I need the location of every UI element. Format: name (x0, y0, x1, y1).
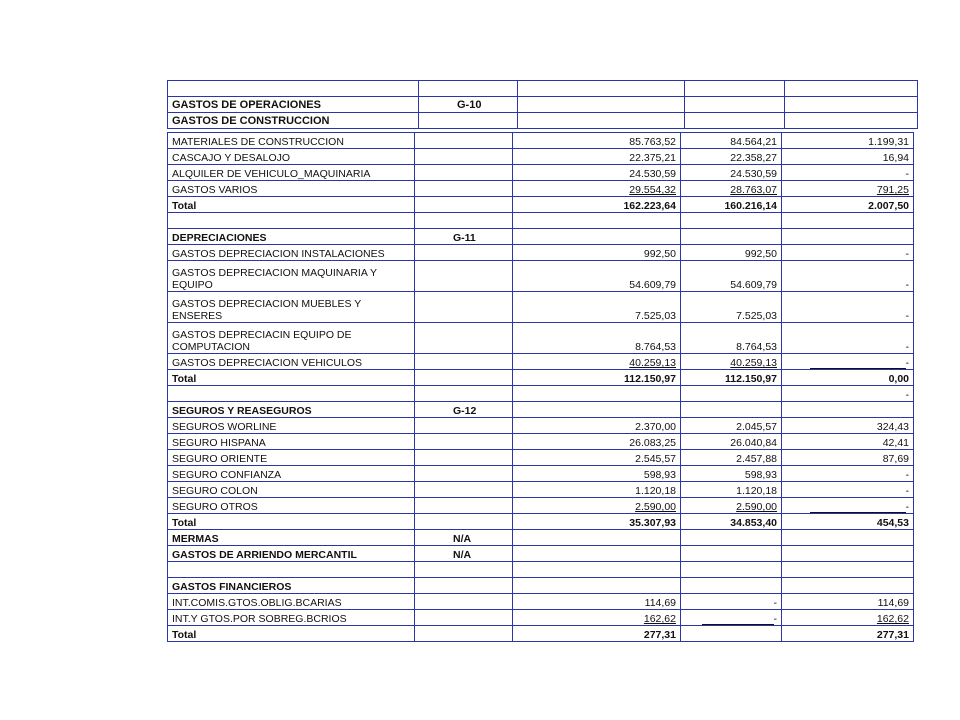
row-code (415, 323, 513, 354)
row-value-b: 992,50 (681, 245, 782, 261)
row-value-a: 114,69 (513, 594, 681, 610)
row-value-a: 2.545,57 (513, 450, 681, 466)
row-value-b (681, 354, 782, 370)
header-construccion-row (168, 113, 918, 129)
table-row (168, 610, 914, 626)
row-value-c (782, 562, 914, 578)
row-value-b: 2.457,88 (681, 450, 782, 466)
header-blank-row (168, 81, 918, 97)
row-value-b: 598,93 (681, 466, 782, 482)
underlined-value: 29.554,32 (629, 184, 676, 196)
total-row (168, 370, 914, 386)
row-value-a (513, 530, 681, 546)
row-value-a: 992,50 (513, 245, 681, 261)
row-code (415, 213, 513, 229)
row-code: G-12 (415, 402, 513, 418)
row-label: GASTOS DE ARRIENDO MERCANTIL (168, 546, 415, 562)
row-label: GASTOS FINANCIEROS (168, 578, 415, 594)
row-label: INT.COMIS.GTOS.OBLIG.BCARIAS (168, 594, 415, 610)
row-value-c: - (782, 261, 914, 292)
row-value-b: 54.609,79 (681, 261, 782, 292)
section-row (168, 530, 914, 546)
row-value-b (681, 498, 782, 514)
expense-table-body (168, 133, 914, 642)
row-value-b: 2.045,57 (681, 418, 782, 434)
row-value-c: - (782, 165, 914, 181)
row-value-c: 2.007,50 (782, 197, 914, 213)
table-row (168, 261, 914, 292)
dash-value: - (905, 501, 909, 513)
header-operaciones-label: GASTOS DE OPERACIONES (168, 97, 419, 113)
row-code: N/A (415, 530, 513, 546)
row-value-b: - (681, 594, 782, 610)
row-value-a (513, 562, 681, 578)
row-code (415, 292, 513, 323)
total-row (168, 197, 914, 213)
row-value-b: 1.120,18 (681, 482, 782, 498)
row-value-c: 454,53 (782, 514, 914, 530)
row-value-c: - (782, 245, 914, 261)
row-value-b (681, 626, 782, 642)
row-value-a: 598,93 (513, 466, 681, 482)
row-value-c (782, 498, 914, 514)
row-value-c: - (782, 323, 914, 354)
row-value-b: 26.040,84 (681, 434, 782, 450)
underlined-value: 40.259,13 (629, 357, 676, 369)
dash-value: - (773, 613, 777, 625)
underlined-value: 791,25 (876, 184, 909, 196)
row-value-a (513, 229, 681, 245)
row-label (168, 562, 415, 578)
row-label (168, 213, 415, 229)
row-value-b: 112.150,97 (681, 370, 782, 386)
row-value-b: 24.530,59 (681, 165, 782, 181)
row-label: SEGURO HISPANA (168, 434, 415, 450)
row-code (415, 610, 513, 626)
row-value-a: 35.307,93 (513, 514, 681, 530)
row-value-a (513, 213, 681, 229)
underlined-value: 2.590,00 (635, 501, 676, 513)
row-value-b: 160.216,14 (681, 197, 782, 213)
row-label: GASTOS DEPRECIACIN EQUIPO DE COMPUTACION (168, 323, 415, 354)
blank-row (168, 386, 914, 402)
section-row (168, 578, 914, 594)
row-value-c: - (782, 466, 914, 482)
row-value-c (782, 213, 914, 229)
row-value-c: - (782, 292, 914, 323)
row-label: Total (168, 197, 415, 213)
row-value-b (681, 546, 782, 562)
row-label: GASTOS VARIOS (168, 181, 415, 197)
table-row (168, 418, 914, 434)
row-value-c (782, 229, 914, 245)
row-code (415, 578, 513, 594)
row-code (415, 466, 513, 482)
row-label: GASTOS DEPRECIACION MUEBLES Y ENSERES (168, 292, 415, 323)
row-value-c (782, 530, 914, 546)
row-value-b (681, 386, 782, 402)
row-value-c (782, 354, 914, 370)
section-row (168, 402, 914, 418)
table-row (168, 434, 914, 450)
row-value-c (782, 402, 914, 418)
row-label (168, 386, 415, 402)
row-label: Total (168, 514, 415, 530)
row-value-a: 26.083,25 (513, 434, 681, 450)
total-row (168, 626, 914, 642)
row-code (415, 562, 513, 578)
blank-row (168, 213, 914, 229)
row-label: CASCAJO Y DESALOJO (168, 149, 415, 165)
row-value-c (782, 546, 914, 562)
row-label: SEGURO COLON (168, 482, 415, 498)
table-row (168, 149, 914, 165)
table-row (168, 450, 914, 466)
row-value-b: 34.853,40 (681, 514, 782, 530)
row-value-b (681, 181, 782, 197)
row-label: SEGURO OTROS (168, 498, 415, 514)
row-code (415, 450, 513, 466)
row-code (415, 181, 513, 197)
row-code (415, 434, 513, 450)
section-row (168, 546, 914, 562)
row-code (415, 626, 513, 642)
table-row (168, 354, 914, 370)
row-value-a: 1.120,18 (513, 482, 681, 498)
row-code (415, 133, 513, 149)
row-label: SEGURO ORIENTE (168, 450, 415, 466)
row-value-c: 114,69 (782, 594, 914, 610)
underlined-value: 40.259,13 (730, 357, 777, 369)
underline-rule (702, 616, 774, 625)
row-label: MATERIALES DE CONSTRUCCION (168, 133, 415, 149)
row-value-a: 7.525,03 (513, 292, 681, 323)
header-construccion-label: GASTOS DE CONSTRUCCION (168, 113, 419, 129)
table-row (168, 594, 914, 610)
table-row (168, 165, 914, 181)
row-code: N/A (415, 546, 513, 562)
underline-rule (810, 504, 906, 513)
row-value-a (513, 610, 681, 626)
row-value-c: 277,31 (782, 626, 914, 642)
row-value-b: 8.764,53 (681, 323, 782, 354)
expense-sheet (167, 80, 919, 642)
row-value-c: - (782, 386, 914, 402)
total-row (168, 514, 914, 530)
row-value-c (782, 610, 914, 626)
row-label: GASTOS DEPRECIACION INSTALACIONES (168, 245, 415, 261)
row-value-b (681, 530, 782, 546)
underline-rule (810, 360, 906, 369)
table-row (168, 292, 914, 323)
header-table (167, 80, 918, 129)
section-row (168, 229, 914, 245)
row-value-c: 0,00 (782, 370, 914, 386)
row-label: GASTOS DEPRECIACION MAQUINARIA Y EQUIPO (168, 261, 415, 292)
table-row (168, 466, 914, 482)
dash-value: - (905, 357, 909, 369)
row-code (415, 370, 513, 386)
table-row (168, 498, 914, 514)
row-value-c: 324,43 (782, 418, 914, 434)
header-operaciones-row (168, 97, 918, 113)
underlined-value: 28.763,07 (730, 184, 777, 196)
row-code (415, 149, 513, 165)
row-value-b (681, 610, 782, 626)
row-value-a (513, 498, 681, 514)
row-label: MERMAS (168, 530, 415, 546)
row-code (415, 354, 513, 370)
row-value-a (513, 386, 681, 402)
row-value-a: 277,31 (513, 626, 681, 642)
row-value-c: 16,94 (782, 149, 914, 165)
row-code (415, 514, 513, 530)
row-label: SEGUROS WORLINE (168, 418, 415, 434)
table-row (168, 133, 914, 149)
row-value-c: - (782, 482, 914, 498)
row-value-c: 87,69 (782, 450, 914, 466)
row-value-a: 8.764,53 (513, 323, 681, 354)
row-value-b: 7.525,03 (681, 292, 782, 323)
row-value-a (513, 181, 681, 197)
row-value-b (681, 402, 782, 418)
row-value-a: 112.150,97 (513, 370, 681, 386)
row-label: Total (168, 370, 415, 386)
row-code (415, 165, 513, 181)
underlined-value: 162,62 (643, 613, 676, 625)
row-label: Total (168, 626, 415, 642)
row-code (415, 261, 513, 292)
row-value-a: 22.375,21 (513, 149, 681, 165)
row-value-c (782, 578, 914, 594)
table-row (168, 245, 914, 261)
underlined-value: 2.590,00 (736, 501, 777, 513)
row-value-b: 22.358,27 (681, 149, 782, 165)
row-code (415, 418, 513, 434)
row-value-a (513, 546, 681, 562)
row-value-c: 42,41 (782, 434, 914, 450)
table-row (168, 323, 914, 354)
row-value-c: 1.199,31 (782, 133, 914, 149)
row-code (415, 386, 513, 402)
row-code: G-11 (415, 229, 513, 245)
row-label: SEGUROS Y REASEGUROS (168, 402, 415, 418)
row-label: ALQUILER DE VEHICULO_MAQUINARIA (168, 165, 415, 181)
row-code (415, 498, 513, 514)
header-operaciones-code: G-10 (419, 97, 518, 113)
row-value-a: 162.223,64 (513, 197, 681, 213)
row-value-a: 2.370,00 (513, 418, 681, 434)
underlined-value: 162,62 (876, 613, 909, 625)
row-code (415, 197, 513, 213)
row-value-b: 84.564,21 (681, 133, 782, 149)
row-label: DEPRECIACIONES (168, 229, 415, 245)
row-code (415, 245, 513, 261)
blank-row (168, 562, 914, 578)
row-value-b (681, 229, 782, 245)
row-value-b (681, 578, 782, 594)
row-value-a: 54.609,79 (513, 261, 681, 292)
row-value-b (681, 213, 782, 229)
row-value-a (513, 402, 681, 418)
table-row (168, 181, 914, 197)
row-value-b (681, 562, 782, 578)
row-label: GASTOS DEPRECIACION VEHICULOS (168, 354, 415, 370)
row-label: SEGURO CONFIANZA (168, 466, 415, 482)
row-code (415, 594, 513, 610)
row-code (415, 482, 513, 498)
row-value-a (513, 578, 681, 594)
row-value-a: 85.763,52 (513, 133, 681, 149)
table-row (168, 482, 914, 498)
row-value-a: 24.530,59 (513, 165, 681, 181)
row-value-c (782, 181, 914, 197)
row-value-a (513, 354, 681, 370)
expense-table (167, 132, 914, 642)
row-label: INT.Y GTOS.POR SOBREG.BCRIOS (168, 610, 415, 626)
